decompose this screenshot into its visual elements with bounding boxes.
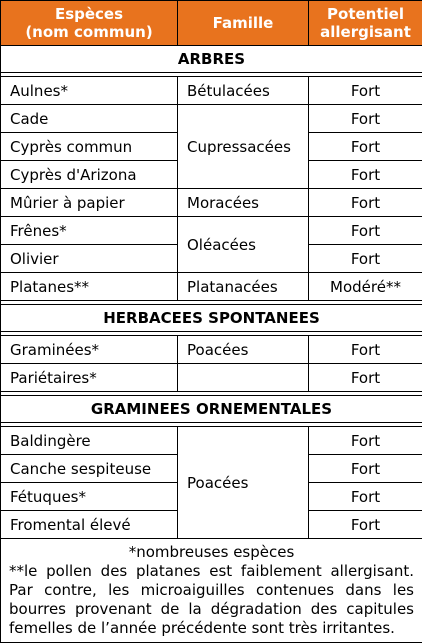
- espece-cell: Mûrier à papier: [1, 189, 178, 217]
- potentiel-cell: Fort: [309, 161, 422, 189]
- espece-cell: Fétuques*: [1, 483, 178, 511]
- table-row: [1, 217, 422, 245]
- espece-cell: Fromental élevé: [1, 511, 178, 539]
- section-row: [1, 305, 422, 332]
- potentiel-cell: Fort: [309, 105, 422, 133]
- famille-cell: [178, 364, 309, 392]
- potentiel-cell: Fort: [309, 511, 422, 539]
- potentiel-cell: Fort: [309, 364, 422, 392]
- potentiel-cell: Fort: [309, 455, 422, 483]
- header-espece: Espèces (nom commun): [1, 1, 178, 46]
- famille-cell: Poacées: [178, 336, 309, 364]
- espece-cell: Canche sespiteuse: [1, 455, 178, 483]
- footnote-row: [1, 539, 422, 643]
- table-row: [1, 336, 422, 364]
- table-row: [1, 105, 422, 133]
- espece-cell: Frênes*: [1, 217, 178, 245]
- table-row: [1, 77, 422, 105]
- espece-cell: Pariétaires*: [1, 364, 178, 392]
- footnote-cell: [1, 539, 422, 643]
- famille-cell: Cupressacées: [178, 105, 309, 189]
- section-arbres: ARBRES: [1, 46, 422, 73]
- potentiel-cell: Fort: [309, 245, 422, 273]
- section-herbacees: HERBACEES SPONTANEES: [1, 305, 422, 332]
- famille-cell: Moracées: [178, 189, 309, 217]
- potentiel-cell: Fort: [309, 217, 422, 245]
- espece-cell: Cyprès d'Arizona: [1, 161, 178, 189]
- table-row: [1, 273, 422, 301]
- header-famille: Famille: [178, 1, 309, 46]
- potentiel-cell: Fort: [309, 483, 422, 511]
- section-row: [1, 396, 422, 423]
- potentiel-cell: Fort: [309, 336, 422, 364]
- famille-cell: Platanacées: [178, 273, 309, 301]
- potentiel-cell: Fort: [309, 133, 422, 161]
- espece-cell: Cade: [1, 105, 178, 133]
- header-row: [1, 1, 422, 46]
- famille-cell: Oléacées: [178, 217, 309, 273]
- footnote-2: **le pollen des platanes est faiblement allergisant. Par contre, les microaiguilles contenues dans les bourres provenant de la dégradation des capitules femelles de l’année précédente sont très irritantes.: [9, 562, 414, 638]
- potentiel-cell: Fort: [309, 77, 422, 105]
- section-graminees: GRAMINEES ORNEMENTALES: [1, 396, 422, 423]
- table-row: [1, 427, 422, 455]
- header-potentiel: Potentiel allergisant: [309, 1, 422, 46]
- famille-cell: Bétulacées: [178, 77, 309, 105]
- footnote-1: *nombreuses espèces: [9, 543, 414, 562]
- potentiel-cell: Modéré**: [309, 273, 422, 301]
- espece-cell: Platanes**: [1, 273, 178, 301]
- section-row: [1, 46, 422, 73]
- table-row: [1, 364, 422, 392]
- espece-cell: Olivier: [1, 245, 178, 273]
- espece-cell: Baldingère: [1, 427, 178, 455]
- potentiel-cell: Fort: [309, 427, 422, 455]
- espece-cell: Cyprès commun: [1, 133, 178, 161]
- potentiel-cell: Fort: [309, 189, 422, 217]
- table-row: [1, 189, 422, 217]
- espece-cell: Graminées*: [1, 336, 178, 364]
- espece-cell: Aulnes*: [1, 77, 178, 105]
- famille-cell: Poacées: [178, 427, 309, 539]
